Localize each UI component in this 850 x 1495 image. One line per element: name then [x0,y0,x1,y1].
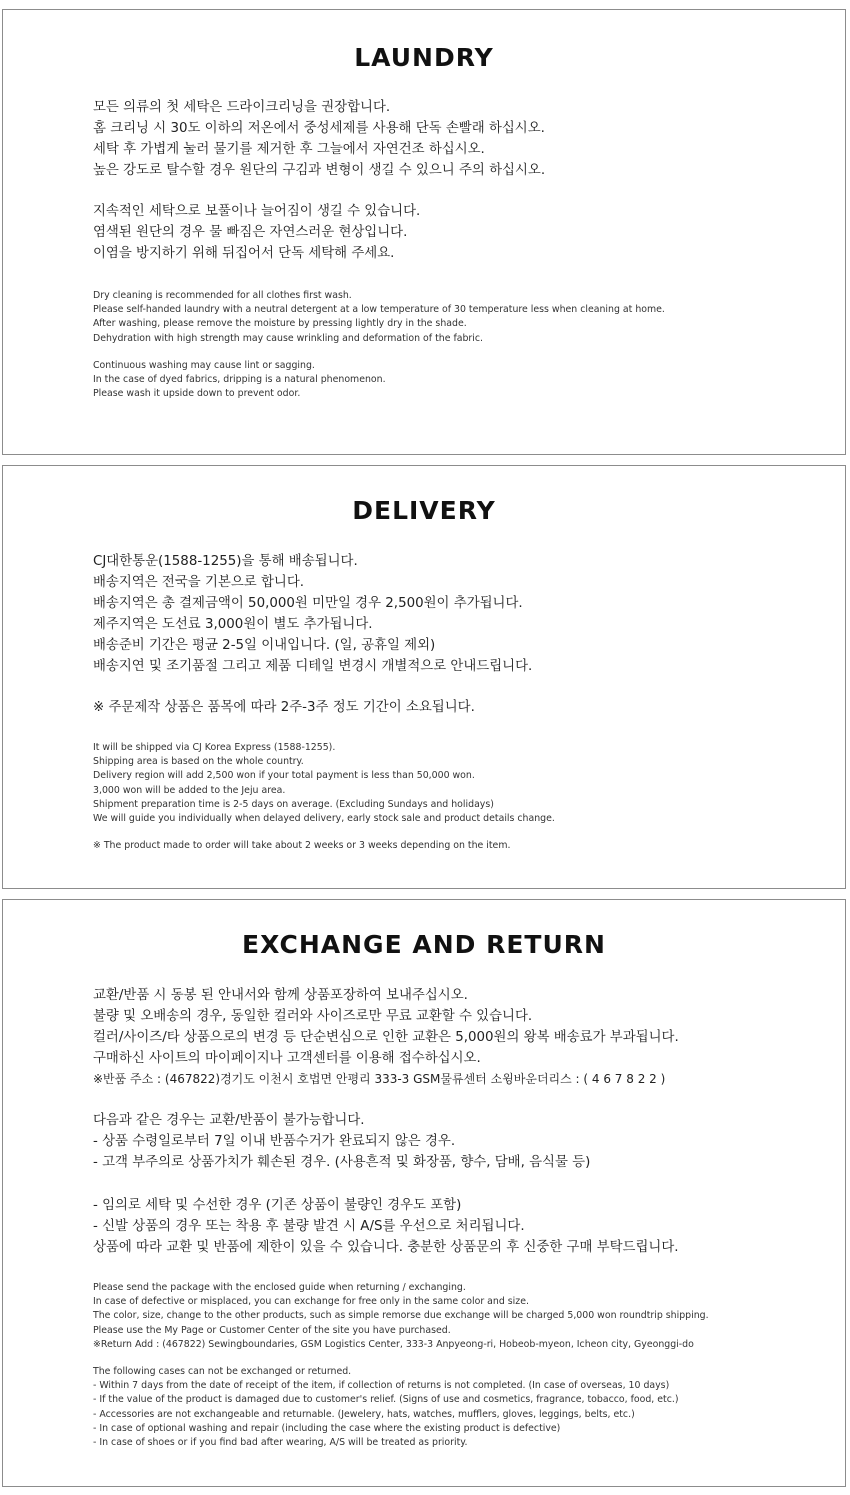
text-line: In case of defective or misplaced, you can exchange for free only in the same color and size. [93,1296,529,1308]
return-address: ※반품 주소 : (467822)경기도 이천시 호법면 안평리 333-3 GSM물류센터 소윙바운더리스 : ( 4 6 7 8 2 2 ) [93,1072,666,1086]
text-line: 이염을 방지하기 위해 뒤집어서 단독 세탁해 주세요. [93,246,395,261]
text-line: 배송지역은 총 결제금액이 50,000원 미만일 경우 2,500원이 추가됩니다. [93,596,523,611]
text-line: In the case of dyed fabrics, dripping is a natural phenomenon. [93,374,386,386]
text-line: - 상품 수령일로부터 7일 이내 반품수거가 완료되지 않은 경우. [93,1134,456,1149]
laundry-korean-text [93,97,545,264]
text-line: - Accessories are not exchangeable and returnable. (Jewelery, hats, watches, mufflers, gloves, leggings, belts, etc.) [93,1408,635,1420]
text-line: Please send the package with the enclosed guide when returning / exchanging. [93,1282,466,1293]
exchange-return-panel [2,899,846,1487]
delivery-panel [2,465,846,889]
delivery-korean-text [93,551,532,718]
text-line: 제주지역은 도선료 3,000원이 별도 추가됩니다. [93,617,373,632]
text-line: 상품에 따라 교환 및 반품에 제한이 있을 수 있습니다. 충분한 상품문의 후 신중한 구매 부탁드립니다. [93,1240,679,1255]
text-line: - 신발 상품의 경우 또는 착용 후 불량 발견 시 A/S를 우선으로 처리됩니다. [93,1219,525,1234]
text-line: 배송지역은 전국을 기본으로 합니다. [93,575,305,590]
text-line: 컬러/사이즈/타 상품으로의 변경 등 단순변심으로 인한 교환은 5,000원의 왕복 배송료가 부과됩니다. [93,1030,679,1045]
text-line: 모든 의류의 첫 세탁은 드라이크리닝을 권장합니다. [93,100,391,115]
laundry-panel [2,9,846,455]
text-line: 불량 및 오배송의 경우, 동일한 컬러와 사이즈로만 무료 교환할 수 있습니다. [93,1009,533,1024]
text-line: 배송준비 기간은 평균 2-5일 이내입니다. (일, 공휴일 제외) [93,638,436,653]
text-line: - 임의로 세탁 및 수선한 경우 (기존 상품이 불량인 경우도 포함) [93,1198,462,1213]
text-line: - Within 7 days from the date of receipt of the item, if collection of returns is not completed. (In case of overseas, 10 days) [93,1380,670,1392]
text-line: It will be shipped via CJ Korea Express (1588-1255). [93,742,336,753]
spacer [93,346,665,359]
text-line: 홈 크리닝 시 30도 이하의 저온에서 중성세제를 사용해 단독 손빨래 하십시오. [93,121,545,136]
text-line: 배송지연 및 조기품절 그리고 제품 디테일 변경시 개별적으로 안내드립니다. [93,659,533,674]
text-line: 교환/반품 시 동봉 된 안내서와 함께 상품포장하여 보내주십시오. [93,988,468,1003]
exchange-return-title: EXCHANGE AND RETURN [242,930,606,959]
spacer [93,1173,679,1195]
text-line: - In case of shoes or if you find bad after wearing, A/S will be treated as priority. [93,1437,468,1449]
return-address: ※Return Add : (467822) Sewingboundaries, GSM Logistics Center, 333-3 Anpyeong-ri, Hobeob-myeon, Icheon city, Gyeonggi-do [93,1338,694,1350]
text-line: CJ대한통운(1588-1255)을 통해 배송됩니다. [93,554,358,569]
text-line: The following cases can not be exchanged or returned. [93,1366,352,1378]
text-line: 다음과 같은 경우는 교환/반품이 불가능합니다. [93,1113,365,1128]
laundry-title: LAUNDRY [354,43,494,72]
order-note: ※ 주문제작 상품은 품목에 따라 2주-3주 정도 기간이 소요됩니다. [93,700,475,715]
text-line: - 고객 부주의로 상품가치가 훼손된 경우. (사용흔적 및 화장품, 향수, 담배, 음식물 등) [93,1155,591,1170]
text-line: Delivery region will add 2,500 won if your total payment is less than 50,000 won. [93,770,475,782]
delivery-english-text [93,741,555,853]
text-line: Dehydration with high strength may cause wrinkling and deformation of the fabric. [93,332,484,344]
spacer [93,181,545,201]
text-line: Please self-handed laundry with a neutral detergent at a low temperature of 30 temperature less when cleaning at home. [93,304,665,316]
spacer [93,826,555,839]
exchange-korean-text [93,985,679,1258]
text-line: Shipping area is based on the whole country. [93,756,304,768]
text-line: Dry cleaning is recommended for all clothes first wash. [93,290,352,301]
text-line: 지속적인 세탁으로 보풀이나 늘어짐이 생길 수 있습니다. [93,204,421,219]
spacer [93,1090,679,1110]
text-line: Continuous washing may cause lint or sagging. [93,359,315,371]
text-line: 구매하신 사이트의 마이페이지나 고객센터를 이용해 접수하십시오. [93,1051,481,1066]
text-line: Please wash it upside down to prevent odor. [93,388,301,400]
text-line: - In case of optional washing and repair (including the case where the existing product is defective) [93,1422,561,1434]
order-note: ※ The product made to order will take about 2 weeks or 3 weeks depending on the item. [93,840,511,852]
text-line: Please use the My Page or Customer Center of the site you have purchased. [93,1324,451,1336]
text-line: The color, size, change to the other products, such as simple remorse due exchange will be charged 5,000 won roundtrip shipping. [93,1310,709,1322]
delivery-title: DELIVERY [352,496,496,525]
text-line: 3,000 won will be added to the Jeju area. [93,784,286,796]
text-line: Shipment preparation time is 2-5 days on average. (Excluding Sundays and holidays) [93,798,494,810]
spacer [93,677,532,697]
text-line: - If the value of the product is damaged due to customer's relief. (Signs of use and cosmetics, fragrance, tobacco, food, etc.) [93,1394,679,1406]
text-line: We will guide you individually when delayed delivery, early stock sale and product details change. [93,813,555,825]
text-line: 염색된 원단의 경우 물 빠짐은 자연스러운 현상입니다. [93,225,408,240]
text-line: 높은 강도로 탈수할 경우 원단의 구김과 변형이 생길 수 있으니 주의 하십시오. [93,163,546,178]
laundry-english-text [93,289,665,401]
spacer [93,1352,709,1365]
text-line: 세탁 후 가볍게 눌러 물기를 제거한 후 그늘에서 자연건조 하십시오. [93,142,485,157]
text-line: After washing, please remove the moisture by pressing lightly dry in the shade. [93,318,467,330]
exchange-english-text [93,1281,709,1450]
